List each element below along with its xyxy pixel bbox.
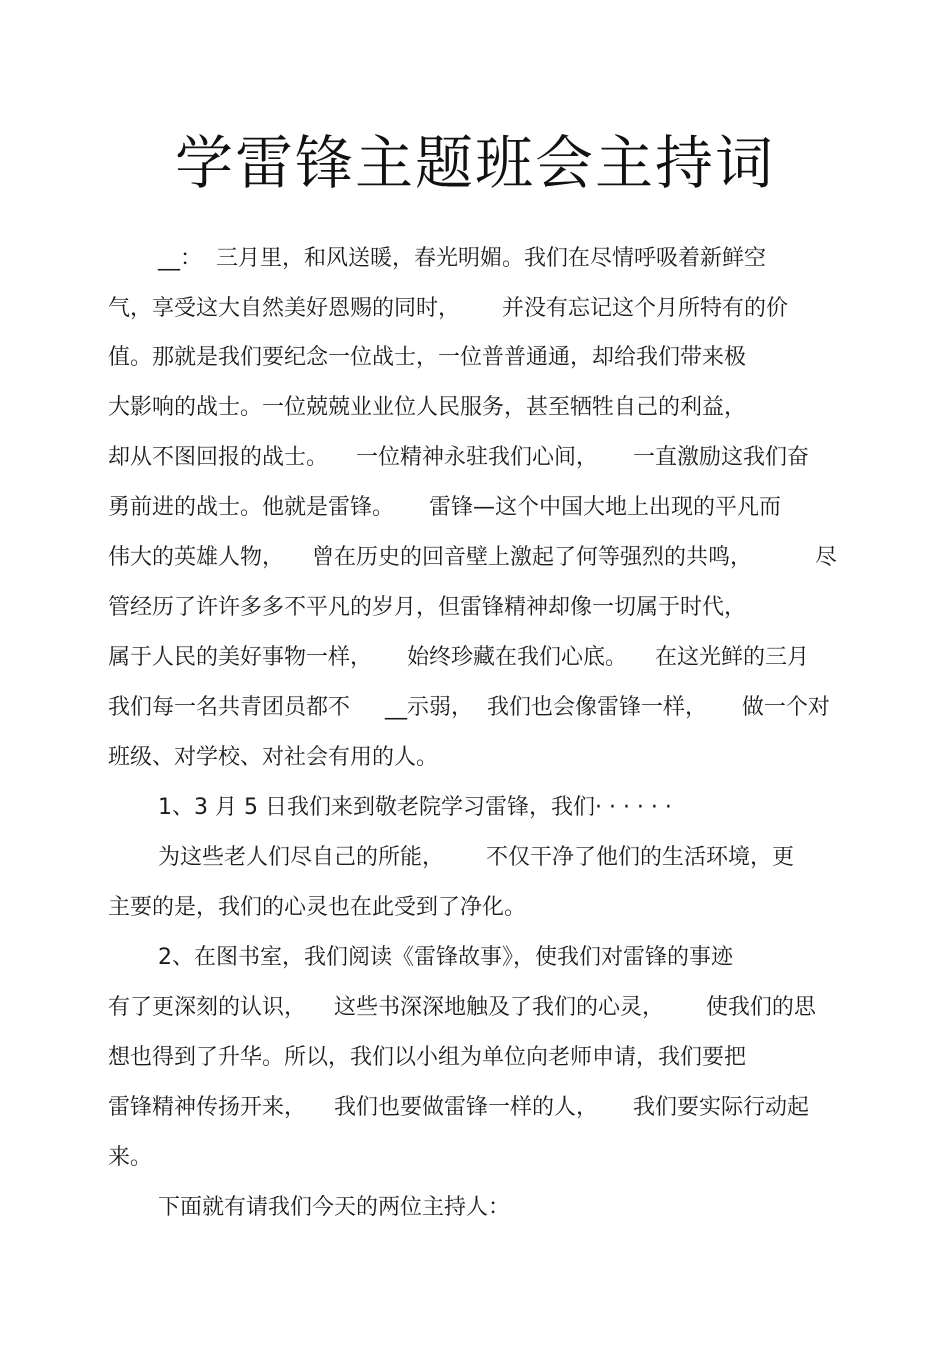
text-line: 值。那就是我们要纪念一位战士，一位普普通通，却给我们带来极 [108,345,747,370]
text-line: 主要的是，我们的心灵也在此受到了净化。 [108,895,527,920]
text-line: 为这些老人们尽自己的所能， 不仅干净了他们的生活环境，更 [158,845,794,870]
text-line: 下面就有请我们今天的两位主持人： [158,1195,511,1220]
text-line: 班级、对学校、对社会有用的人。 [108,745,439,770]
text-line: 伟大的英雄人物， 曾在历史的回音壁上激起了何等强烈的共鸣， 尽 [108,545,837,570]
text-line: __： 三月里，和风送暖，春光明媚。我们在尽情呼吸着新鲜空 [158,246,766,271]
text-line: 2、在图书室，我们阅读《雷锋故事》，使我们对雷锋的事迹 [158,945,733,970]
text-line: 1、3 月 5 日我们来到敬老院学习雷锋，我们· · · · · · [158,795,672,820]
text-line: 却从不图回报的战士。 一位精神永驻我们心间， 一直激励这我们奋 [108,445,809,470]
text-line: 想也得到了升华。所以，我们以小组为单位向老师申请，我们要把 [108,1045,747,1070]
text-line: 勇前进的战士。他就是雷锋。 雷锋—这个中国大地上出现的平凡而 [108,495,781,520]
text-line: 我们每一名共青团员都不 __示弱， 我们也会像雷锋一样， 做一个对 [108,695,830,720]
text-line: 属于人民的美好事物一样， 始终珍藏在我们心底。 在这光鲜的三月 [108,645,809,670]
text-line: 雷锋精神传扬开来， 我们也要做雷锋一样的人， 我们要实际行动起 [108,1095,809,1120]
text-line: 气，享受这大自然美好恩赐的同时， 并没有忘记这个月所特有的价 [108,296,788,321]
document-title: 学雷锋主题班会主持词 [174,129,775,197]
text-line: 来。 [108,1145,153,1170]
text-line: 有了更深刻的认识， 这些书深深地触及了我们的心灵， 使我们的思 [108,995,816,1020]
text-line: 大影响的战士。一位兢兢业业位人民服务，甚至牺牲自己的利益， [108,395,747,420]
text-line: 管经历了许许多多不平凡的岁月，但雷锋精神却像一切属于时代， [108,595,747,620]
